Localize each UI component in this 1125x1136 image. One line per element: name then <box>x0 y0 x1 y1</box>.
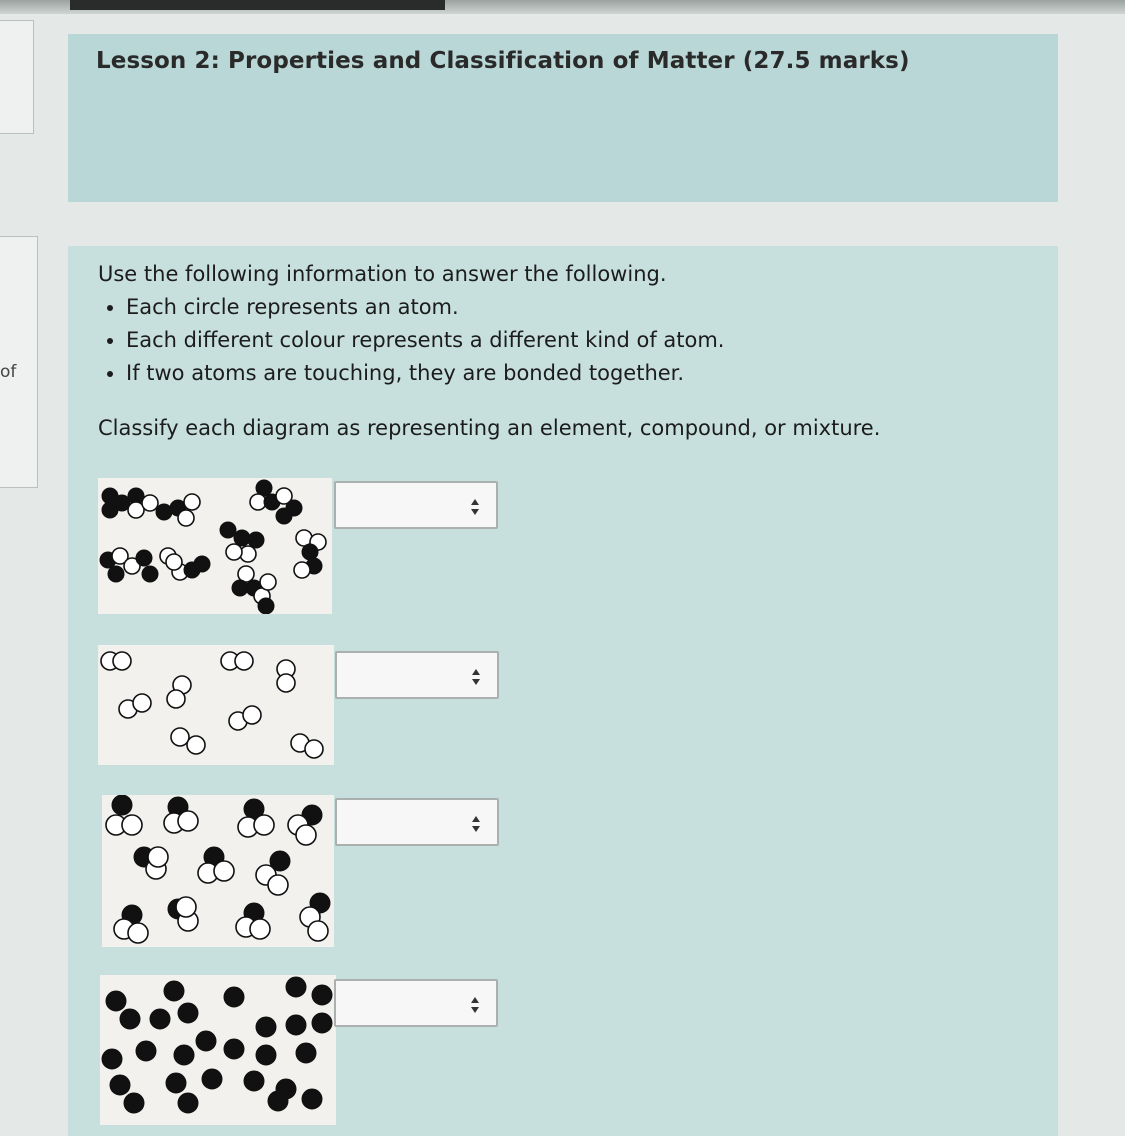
dark-atom <box>312 985 332 1005</box>
light-atom <box>148 847 168 867</box>
dark-atom <box>296 1043 316 1063</box>
instructions-list <box>98 291 998 390</box>
dark-atom <box>220 522 236 538</box>
light-atom <box>128 923 148 943</box>
dark-atom <box>166 1073 186 1093</box>
dark-atom <box>110 1075 130 1095</box>
light-atom <box>178 811 198 831</box>
lesson-title: Lesson 2: Properties and Classification of Matter (27.5 marks) <box>96 48 910 74</box>
dark-atom <box>174 1045 194 1065</box>
dark-atom <box>302 544 318 560</box>
dark-atom <box>312 1013 332 1033</box>
lesson-banner <box>68 34 1058 202</box>
light-atom <box>277 674 295 692</box>
left-nav-text-fragment: of <box>0 362 17 382</box>
screen-top-bezel <box>0 0 1125 14</box>
bezel-dark-strip <box>70 0 445 10</box>
dark-atom <box>224 1039 244 1059</box>
light-atom <box>166 554 182 570</box>
dark-atom <box>120 1009 140 1029</box>
dark-atom <box>224 987 244 1007</box>
light-atom <box>184 494 200 510</box>
light-atom <box>254 815 274 835</box>
dark-atom <box>150 1009 170 1029</box>
select-arrows-icon <box>471 668 481 686</box>
dark-atom <box>194 556 210 572</box>
dark-atom <box>268 1091 288 1111</box>
light-atom <box>187 736 205 754</box>
dark-atom <box>136 550 152 566</box>
instruction-bullet: • Each circle represents an atom. <box>126 291 998 324</box>
select-arrows-icon <box>470 498 480 516</box>
select-arrows-icon <box>471 815 481 833</box>
classification-select-3[interactable] <box>335 798 499 846</box>
diagram-4-atoms <box>100 975 336 1125</box>
left-nav-box[interactable] <box>0 20 34 134</box>
light-atom <box>250 919 270 939</box>
select-arrows-icon <box>470 996 480 1014</box>
light-atom <box>308 921 328 941</box>
instruction-bullet: • If two atoms are touching, they are bonded together. <box>126 357 998 390</box>
light-atom <box>133 694 151 712</box>
dark-atom <box>286 1015 306 1035</box>
dark-atom <box>108 566 124 582</box>
dark-atom <box>178 1003 198 1023</box>
dark-atom <box>164 981 184 1001</box>
light-atom <box>178 510 194 526</box>
diagram-4 <box>100 975 336 1125</box>
light-atom <box>305 740 323 758</box>
dark-atom <box>256 1017 276 1037</box>
dark-atom <box>302 1089 322 1109</box>
light-atom <box>113 652 131 670</box>
dark-atom <box>276 508 292 524</box>
light-atom <box>296 825 316 845</box>
light-atom <box>294 562 310 578</box>
diagram-2-atoms <box>98 645 334 765</box>
light-atom <box>226 544 242 560</box>
instructions <box>98 258 998 390</box>
dark-atom <box>202 1069 222 1089</box>
dark-atom <box>178 1093 198 1113</box>
instructions-intro: Use the following information to answer the following. <box>98 262 667 286</box>
diagram-1 <box>98 478 332 614</box>
instruction-bullet: • Each different colour represents a different kind of atom. <box>126 324 998 357</box>
light-atom <box>235 652 253 670</box>
dark-atom <box>256 1045 276 1065</box>
dark-atom <box>102 1049 122 1069</box>
classification-select-2[interactable] <box>335 651 499 699</box>
dark-atom <box>156 504 172 520</box>
light-atom <box>122 815 142 835</box>
diagram-2 <box>98 645 334 765</box>
light-atom <box>142 495 158 511</box>
dark-atom <box>142 566 158 582</box>
dark-atom <box>244 1071 264 1091</box>
dark-atom <box>286 977 306 997</box>
light-atom <box>167 690 185 708</box>
light-atom <box>176 897 196 917</box>
light-atom <box>268 875 288 895</box>
light-atom <box>260 574 276 590</box>
dark-atom <box>112 795 132 815</box>
light-atom <box>214 861 234 881</box>
classification-select-1[interactable] <box>334 481 498 529</box>
light-atom <box>171 728 189 746</box>
classify-prompt: Classify each diagram as representing an element, compound, or mixture. <box>98 416 881 440</box>
classification-select-4[interactable] <box>334 979 498 1027</box>
diagram-1-atoms <box>98 478 332 614</box>
diagram-3 <box>102 795 334 947</box>
light-atom <box>243 706 261 724</box>
dark-atom <box>196 1031 216 1051</box>
diagram-3-atoms <box>102 795 334 947</box>
dark-atom <box>258 598 274 614</box>
dark-atom <box>124 1093 144 1113</box>
dark-atom <box>106 991 126 1011</box>
dark-atom <box>136 1041 156 1061</box>
